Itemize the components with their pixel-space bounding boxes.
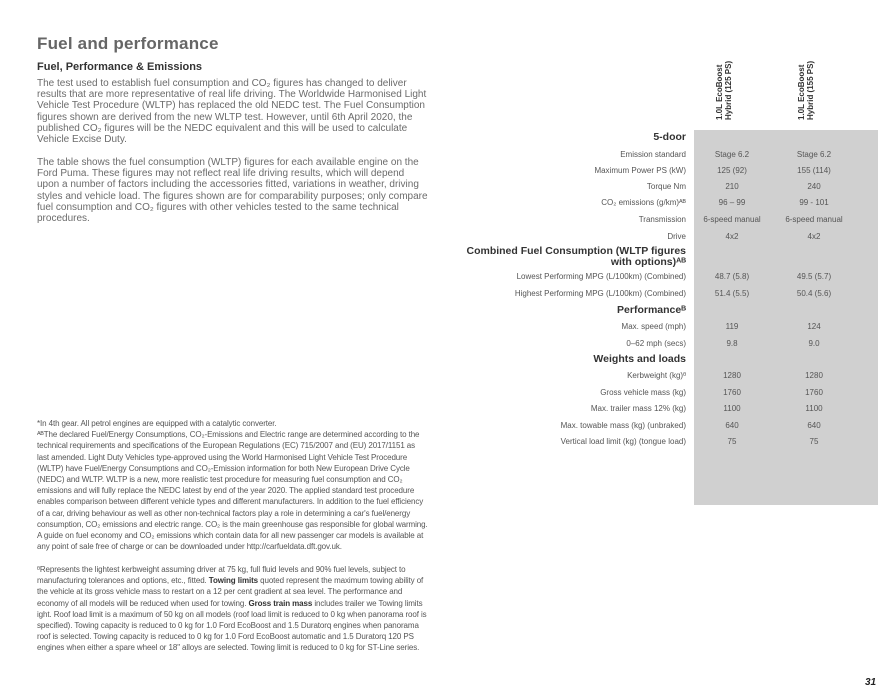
row-value-155ps: 49.5 (5.7) [796, 272, 832, 281]
section-weights-loads: Weights and loads [593, 353, 686, 365]
row-label: Max. trailer mass 12% (kg) [590, 404, 686, 413]
footnote-wltp: ᴬᴮThe declared Fuel/Energy Consumptions, CO₂-Emissions and Electric range are determined according to the technical requirements and specifications of the European Regulations (EC) 715/2007 and (EU) 2017/1151 as last amended. Light Duty Vehicles type-approved using the World Harmonised Light Vehicle Test Procedure (WLTP) have Fuel/Energy Consumptions and CO₂-Emission information for both New European Drive Cycle (NEDC) and WLTP. WLTP is a new, more realistic test procedure for measuring fuel consumption and CO₂ emissions and will fully replace the NEDC latest by end of the year 2020. The applied standard test procedure enables comparison between different vehicle types and different manufacturers. In addition to the fuel efficiency of a car, driving behaviour as well as other non-technical factors play a role in determining a car's fuel/energy consumption, CO₂ emissions and electric range. CO₂ is the main greenhouse gas responsible for global warming. A guide on fuel economy and CO₂ emissions which contain data for all new passenger car models is available at any point of sale free of charge or can be downloaded under http://carfueldata.dft.gov.uk. [37, 430, 428, 552]
footnote-kerbweight-text: ᶿRepresents the lightest kerbweight assuming driver at 75 kg, full fluid levels and 90% fuel levels, subject to manufacturing tolerances and options, etc., fitted. [37, 565, 406, 586]
column-header-155ps: 1.0L EcoBoost Hybrid (155 PS) [797, 60, 815, 120]
section-5-door: 5-door [653, 131, 686, 143]
table-row [0, 166, 889, 182]
footnote-kerbweight [37, 564, 429, 654]
row-label: Transmission [638, 215, 686, 224]
row-value-155ps: 1760 [805, 388, 823, 397]
section-heading: Fuel, Performance & Emissions [37, 61, 203, 73]
row-label: Maximum Power PS (kW) [594, 166, 686, 175]
footnote-gross-text: includes trailer we Towing limits ight. Roof load limit is a maximum of 50 kg on all models (roof load limit is reduced to 0 kg when panorama roof is specified). Towing capacity is reduced to 0 kg for 1.0 Ford EcoBoost and 1.5 Duratorq engines when panorama roof is selected. Towing capacity is reduced to 0 kg for 1.0 Ford EcoBoost automatic and 1.5 Duratorq 120 PS engines when either a spare wheel or 18" alloys are selected. Towing limit is reduced to 0 kg for ST-Line series. [37, 598, 427, 653]
row-value-155ps: 124 [807, 322, 821, 331]
table-row [0, 421, 889, 437]
row-label: Gross vehicle mass (kg) [600, 388, 686, 397]
row-value-125ps: 48.7 (5.8) [714, 272, 750, 281]
table-row [0, 437, 889, 453]
row-value-155ps: 50.4 (5.6) [796, 289, 832, 298]
row-label: 0–62 mph (secs) [626, 339, 686, 348]
gross-train-mass-term: Gross train mass [248, 598, 313, 608]
row-label: Max. speed (mph) [621, 322, 686, 331]
table-row [0, 339, 889, 355]
section-combined-fuel: Combined Fuel Consumption (WLTP figures with options)ᴬᴮ [466, 245, 686, 268]
row-value-125ps: 1760 [723, 388, 741, 397]
row-value-155ps: 9.0 [808, 339, 820, 348]
row-label: CO₂ emissions (g/km)ᴬᴮ [601, 198, 686, 207]
row-value-125ps: 6-speed manual [703, 215, 761, 224]
row-value-155ps: 4x2 [807, 232, 821, 241]
row-value-125ps: 640 [725, 421, 739, 430]
table-row [0, 198, 889, 214]
table-row [0, 215, 889, 231]
row-value-155ps: 75 [809, 437, 819, 446]
row-value-155ps: 1280 [805, 371, 823, 380]
table-row [0, 272, 889, 288]
row-value-125ps: 4x2 [725, 232, 739, 241]
row-value-155ps: 155 (114) [797, 166, 831, 175]
towing-limits-term: Towing limits [208, 576, 259, 586]
page-title: Fuel and performance [37, 34, 219, 53]
table-row [0, 388, 889, 404]
row-value-125ps: 9.8 [726, 339, 738, 348]
section-performance: Performanceᴮ [617, 304, 686, 316]
table-row [0, 182, 889, 198]
row-value-155ps: 99 - 101 [799, 198, 829, 207]
row-label: Torque Nm [646, 182, 686, 191]
row-label: Drive [667, 232, 686, 241]
row-value-125ps: 75 [727, 437, 737, 446]
row-label: Emission standard [620, 150, 686, 159]
row-value-155ps: 640 [807, 421, 821, 430]
row-value-125ps: 125 (92) [717, 166, 747, 175]
row-label: Max. towable mass (kg) (unbraked) [560, 421, 686, 430]
footnote-towing-text: quoted represent the maximum towing ability of the vehicle at its gross vehicle mass to restart on a 12 per cent gradient at sea level. The performance and economy of all models will be reduced when used for towing. [37, 576, 424, 608]
row-value-155ps: 240 [807, 182, 821, 191]
footnote-gear: *In 4th gear. All petrol engines are equipped with a catalytic converter. [37, 419, 277, 428]
intro-paragraph-2: The table shows the fuel consumption (WLTP) figures for each available engine on the Ford Puma. These figures may not reflect real life driving results, which will depend upon a number of factors including the accessories fitted, variations in weather, driving styles and vehicle load. The figures shown are for comparability purposes; only compare fuel consumption and CO₂ figures with other vehicles tested to the same technical procedures. [37, 157, 428, 225]
row-label: Kerbweight (kg)ᶿ [627, 371, 686, 380]
row-value-155ps: 6-speed manual [785, 215, 843, 224]
row-label: Lowest Performing MPG (L/100km) (Combined) [516, 272, 686, 281]
row-label: Highest Performing MPG (L/100km) (Combined) [514, 289, 686, 298]
row-value-125ps: 1280 [723, 371, 741, 380]
page-number: 31 [865, 677, 877, 688]
row-value-125ps: 96 – 99 [718, 198, 746, 207]
table-row [0, 289, 889, 305]
row-value-125ps: 210 [725, 182, 739, 191]
row-value-125ps: 1100 [723, 404, 741, 413]
row-label: Vertical load limit (kg) (tongue load) [560, 437, 686, 446]
row-value-155ps: Stage 6.2 [796, 150, 832, 159]
table-row [0, 232, 889, 248]
row-value-155ps: 1100 [805, 404, 823, 413]
table-row [0, 404, 889, 420]
table-row [0, 322, 889, 338]
table-row [0, 150, 889, 166]
row-value-125ps: 51.4 (5.5) [714, 289, 750, 298]
column-header-125ps: 1.0L EcoBoost Hybrid (125 PS) [715, 60, 733, 120]
intro-paragraph-1: The test used to establish fuel consumption and CO₂ figures has changed to deliver results that are more representative of real life driving. The Worldwide Harmonised Light Vehicle Test Procedure (WLTP) has replaced the old NEDC test. The Fuel Consumption figures shown are derived from the new WLTP test. However, until 6th April 2020, the published CO₂ figures will be the NEDC equivalent and this will be used to calculate Vehicle Excise Duty. [37, 78, 427, 146]
row-value-125ps: Stage 6.2 [714, 150, 750, 159]
row-value-125ps: 119 [725, 322, 739, 331]
table-row [0, 371, 889, 387]
